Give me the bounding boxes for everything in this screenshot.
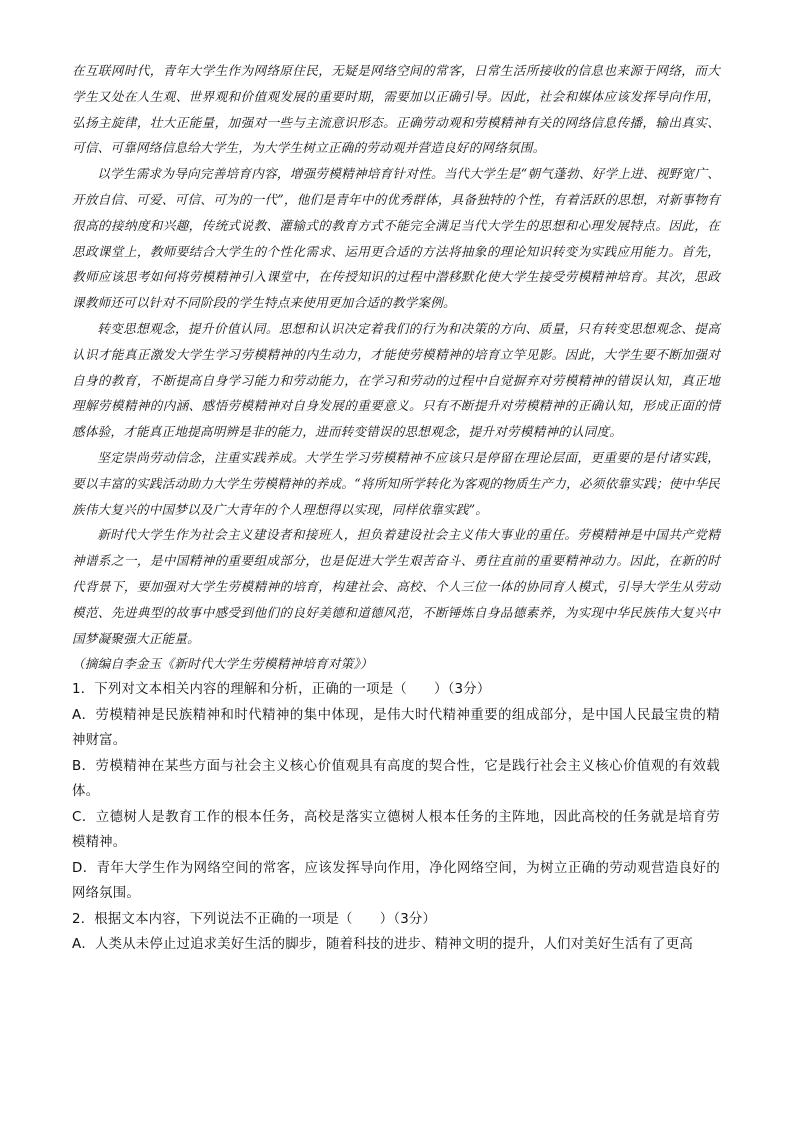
passage-paragraph-5: 新时代大学生作为社会主义建设者和接班人，担负着建设社会主义伟大事业的重任。劳模精神是中国共产党精神谱系之一，是中国精神的重要组成部分，也是促进大学生艰苦奋斗、勇往直前的重要精神动力。因此，在新的时代背景下，要加强对大学生劳模精神的培育，构建社会、高校、个人三位一体的协同育人模式，引导大学生从劳动模范、先进典型的故事中感受到他们的良好美德和道德风范，不断锤炼自身品德素养，为实现中华民族伟大复兴中国梦凝聚强大正能量。 (72, 527, 720, 646)
passage-source: （摘编自李金玉《新时代大学生劳模精神培育对策》） (72, 656, 373, 672)
option-a: A．人类从未停止过追求美好生活的脚步，随着科技的进步、精神文明的提升，人们对美好生活有了更高 (72, 937, 693, 953)
option-d: D．青年大学生作为网络空间的常客，应该发挥导向作用，净化网络空间，为树立正确的劳动观营造良好的网络氛围。 (72, 860, 720, 902)
exam-page (72, 58, 720, 958)
question-stem: 1．下列对文本相关内容的理解和分析，正确的一项是（ ）（3分） (72, 682, 491, 698)
passage-paragraph-1: 在互联网时代，青年大学生作为网络原住民，无疑是网络空间的常客，日常生活所接收的信息也来源于网络，而大学生又处在人生观、世界观和价值观发展的重要时期，需要加以正确引导。因此，社会和媒体应该发挥导向作用，弘扬主旋律，壮大正能量，加强对一些与主流意识形态。正确劳动观和劳模精神有关的网络信息传播，输出真实、可信、可靠网络信息给大学生，为大学生树立正确的劳动观并营造良好的网络氛围。 (72, 63, 720, 156)
question-list (72, 677, 720, 958)
option-c: C．立德树人是教育工作的根本任务，高校是落实立德树人根本任务的主阵地，因此高校的任务就是培育劳模精神。 (72, 809, 720, 851)
passage-paragraph-4: 坚定崇尚劳动信念，注重实践养成。大学生学习劳模精神不应该只是停留在理论层面，更重要的是付诸实践，要以丰富的实践活动助力大学生劳模精神的养成。“将所知所学转化为客观的物质生产力，必须依靠实践；使中华民族伟大复兴的中国梦以及广大青年的个人理想得以实现，同样依靠实践”。 (72, 449, 720, 517)
passage-paragraph-3: 转变思想观念，提升价值认同。思想和认识决定着我们的行为和决策的方向、质量，只有转变思想观念、提高认识才能真正激发大学生学习劳模精神的内生动力，才能使劳模精神的培育立竿见影。因此，大学生要不断加强对自身的教育，不断提高自身学习能力和劳动能力，在学习和劳动的过程中自觉摒弃对劳模精神的错误认知，真正地理解劳模精神的内涵、感悟劳模精神对自身发展的重要意义。只有不断提升对劳模精神的正确认知，形成正面的情感体验，才能真正地提高明辨是非的能力，进而转变错误的思想观念，提升对劳模精神的认同度。 (72, 320, 720, 440)
question-1 (72, 677, 720, 907)
option-a: A．劳模精神是民族精神和时代精神的集中体现，是伟大时代精神重要的组成部分，是中国人民最宝贵的精神财富。 (72, 707, 720, 749)
reading-passage (72, 58, 720, 677)
passage-paragraph-2: 以学生需求为导向完善培育内容，增强劳模精神培育针对性。当代大学生是“朝气蓬勃、好学上进、视野宽广、开放自信、可爱、可信、可为的一代”，他们是青年中的优秀群体，具备独特的个性，有着活跃的思想，对新事物有很高的接纳度和兴趣，传统式说教、灌输式的教育方式不能完全满足当代大学生的思想和心理发展特点。因此，在思政课堂上，教师要结合大学生的个性化需求、运用更合适的方法将抽象的理论知识转变为实践应用能力。首先，教师应该思考如何将劳模精神引入课堂中，在传授知识的过程中潜移默化使大学生接受劳模精神培育。其次，思政课教师还可以针对不同阶段的学生特点来使用更加合适的教学案例。 (72, 166, 720, 311)
question-stem: 2．根据文本内容，下列说法不正确的一项是（ ）（3分） (72, 911, 437, 927)
question-2 (72, 907, 720, 958)
option-b: B．劳模精神在某些方面与社会主义核心价值观具有高度的契合性，它是践行社会主义核心价值观的有效载体。 (72, 758, 720, 800)
